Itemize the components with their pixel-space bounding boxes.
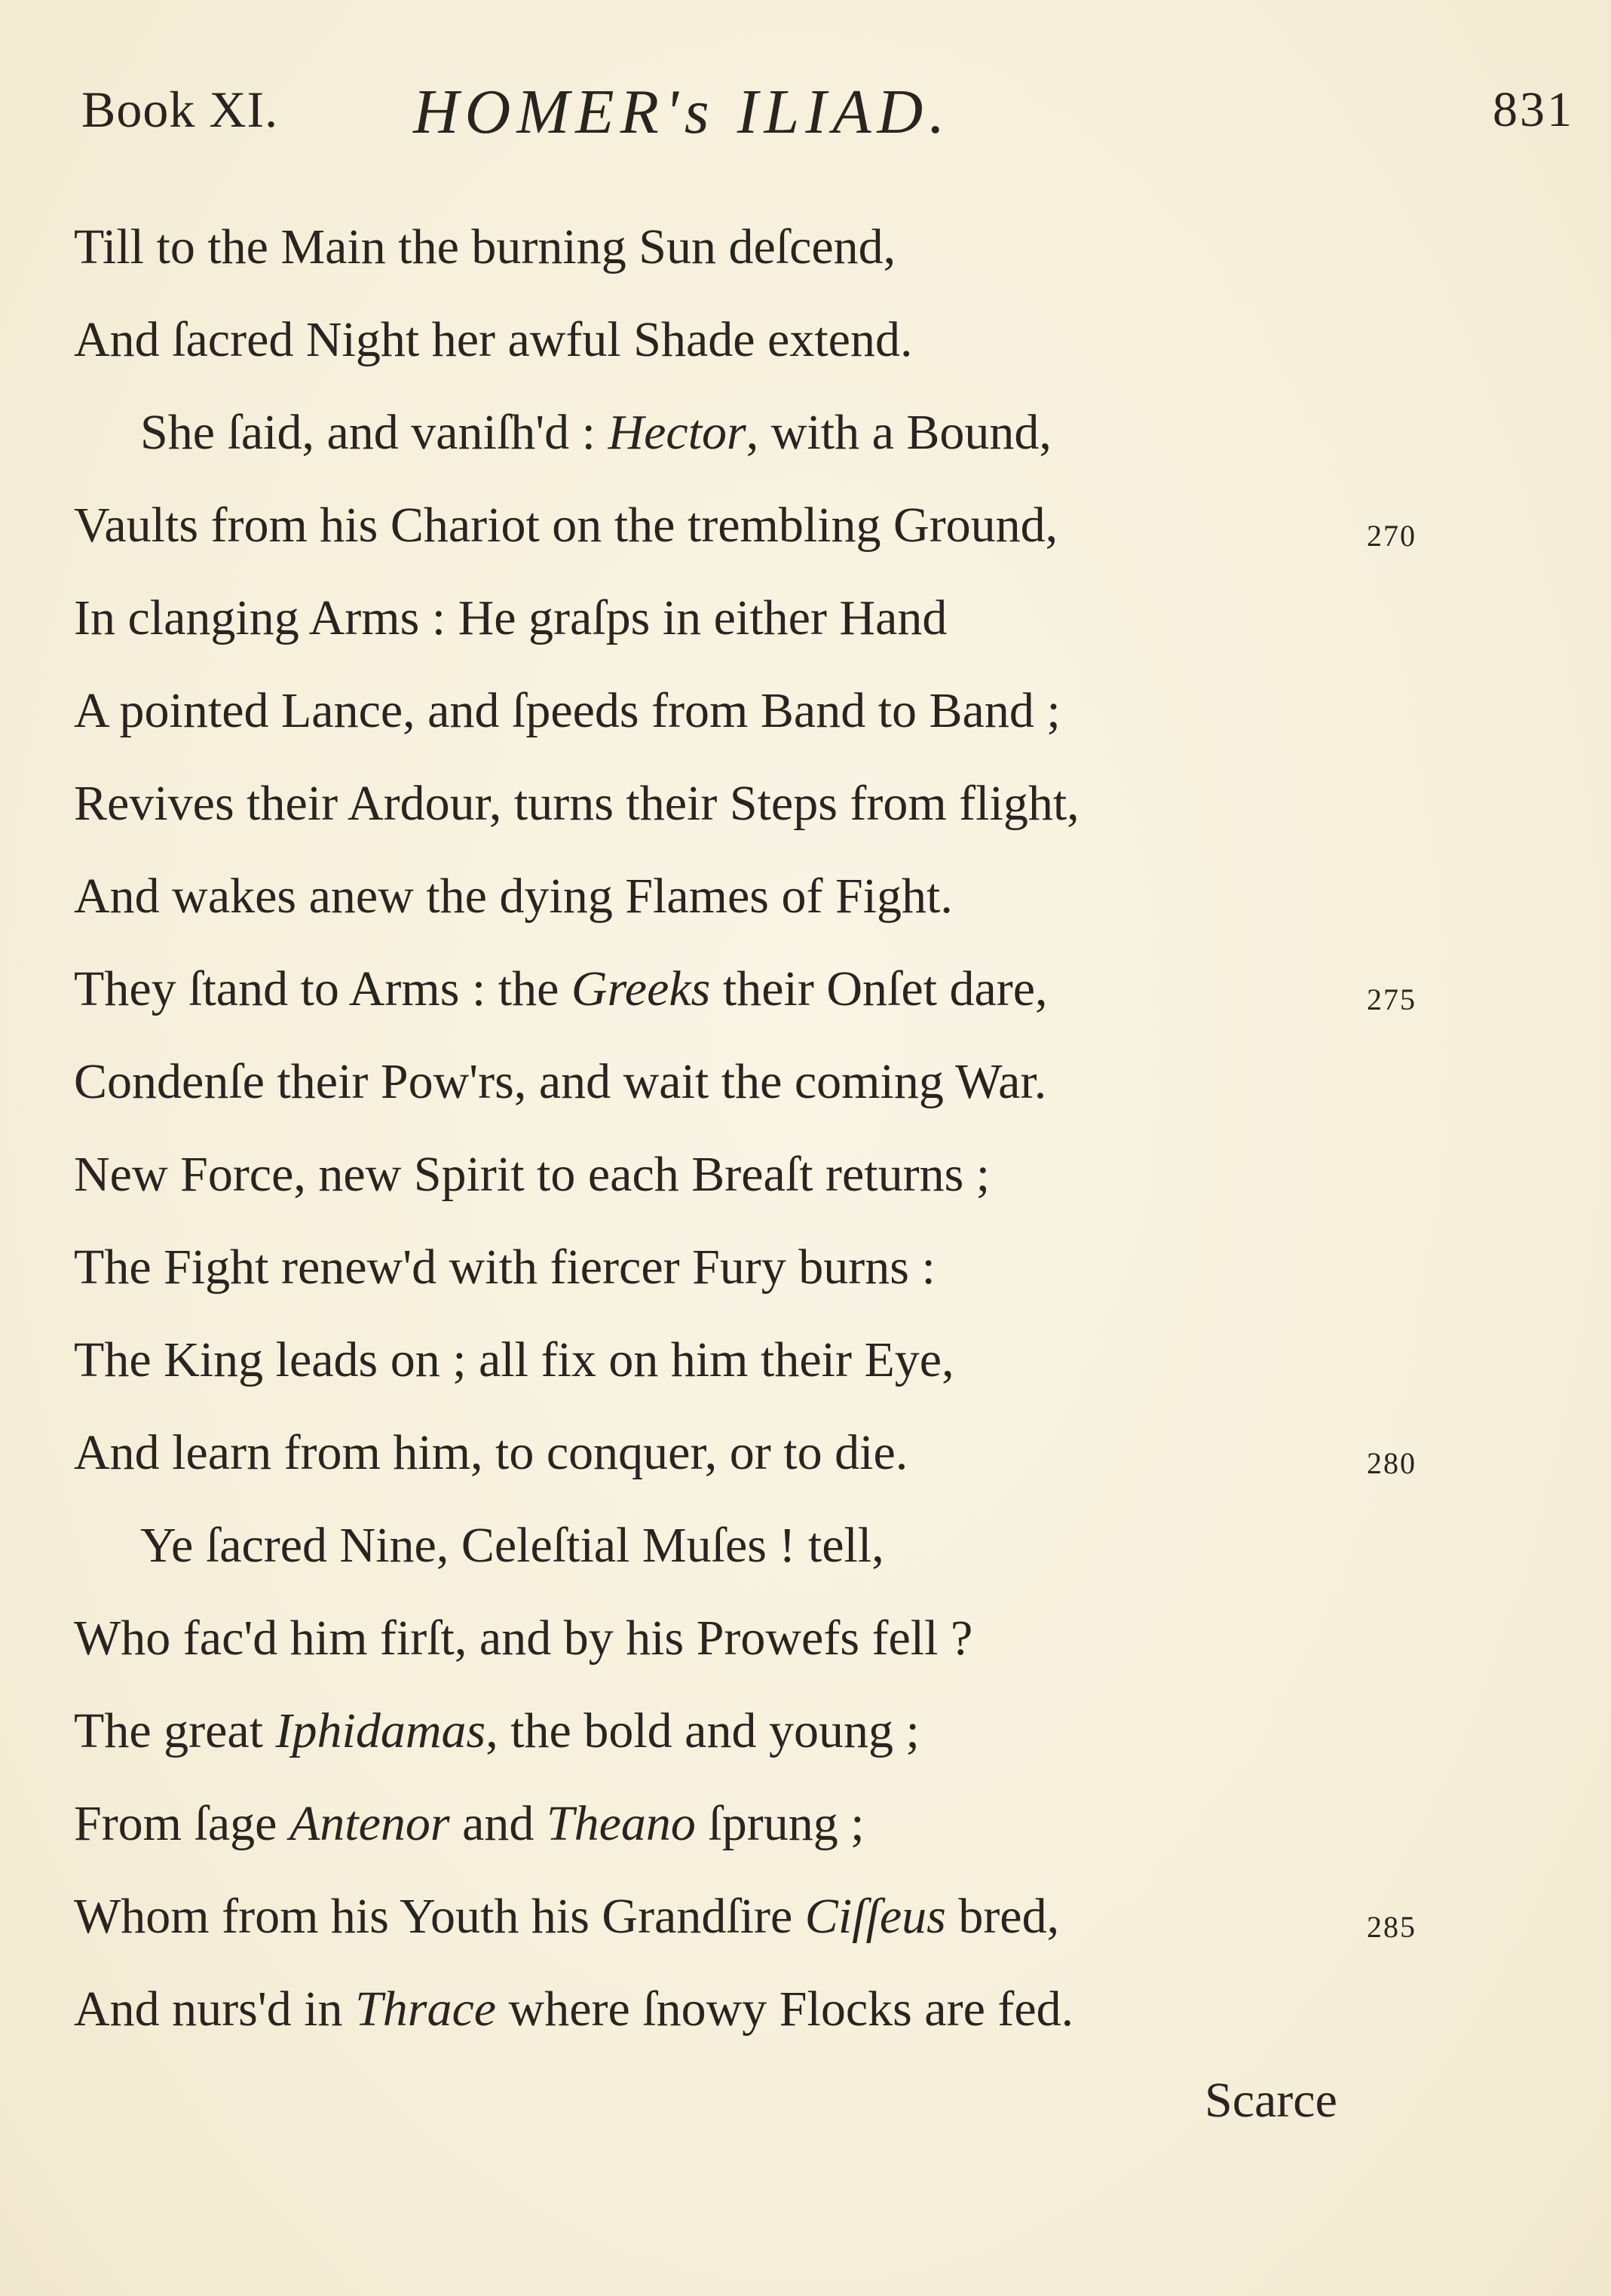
verse-words: bred, xyxy=(945,1889,1060,1944)
page-number: 831 xyxy=(1493,82,1574,137)
proper-name: Theano xyxy=(546,1796,696,1851)
verse-words: New Force, new Spirit to each Breaſt returns ; xyxy=(74,1147,991,1202)
line-number: 275 xyxy=(1367,982,1417,1016)
verse-line xyxy=(74,664,1491,757)
verse-words: Ye ſacred Nine, Celeſtial Muſes ! tell, xyxy=(140,1518,884,1573)
verse-text xyxy=(74,683,1061,738)
verse-line xyxy=(74,1221,1491,1314)
verse-text xyxy=(140,1518,884,1573)
verse-words: And learn from him, to conquer, or to die. xyxy=(74,1425,908,1480)
verse-words: In clanging Arms : He graſps in either Hand xyxy=(74,590,948,645)
verse-words: Vaults from his Chariot on the trembling Ground, xyxy=(74,498,1058,553)
proper-name: Thrace xyxy=(355,1982,497,2037)
verse-line xyxy=(74,293,1491,386)
proper-name: Hector xyxy=(608,405,746,460)
verse-words: Who fac'd him firſt, and by his Prowefs fell ? xyxy=(74,1611,973,1666)
verse-line xyxy=(74,850,1491,943)
verse-words: And ſacred Night her awful Shade extend. xyxy=(74,312,913,367)
verse-text xyxy=(74,1240,936,1295)
verse-line xyxy=(74,1128,1491,1221)
verse-words: The King leads on ; all fix on him their Eye, xyxy=(74,1332,954,1387)
verse-text xyxy=(74,1054,1046,1109)
line-number: 280 xyxy=(1367,1446,1417,1480)
verse-line xyxy=(74,1499,1491,1592)
verse-words: and xyxy=(449,1796,547,1851)
verse-line xyxy=(74,572,1491,664)
verse-text xyxy=(74,498,1058,553)
catchword: Scarce xyxy=(1205,2073,1337,2128)
verse-words: The great xyxy=(74,1703,276,1758)
verse-line xyxy=(74,757,1491,850)
proper-name: Iphidamas xyxy=(275,1703,486,1758)
verse-words: where ſnowy Flocks are fed. xyxy=(496,1982,1074,2037)
verse-line xyxy=(74,386,1491,479)
verse-line xyxy=(74,1777,1491,1870)
verse-words: The Fight renew'd with fiercer Fury burns : xyxy=(74,1240,936,1295)
running-title: HOMER's ILIAD. xyxy=(413,77,951,147)
verse-text xyxy=(74,219,896,274)
verse-words: From ſage xyxy=(74,1796,289,1851)
verse-line xyxy=(74,943,1491,1035)
proper-name: Ciſſeus xyxy=(804,1889,946,1944)
verse-text xyxy=(140,405,1052,460)
verse-words: , with a Bound, xyxy=(746,405,1052,460)
verse-words: They ſtand to Arms : the xyxy=(74,961,571,1016)
verse-line xyxy=(74,1684,1491,1777)
verse-words: ſprung ; xyxy=(695,1796,865,1851)
verse-words: A pointed Lance, and ſpeeds from Band to Band ; xyxy=(74,683,1061,738)
book-heading xyxy=(81,80,278,139)
verse-words: And wakes anew the dying Flames of Fight. xyxy=(74,869,953,924)
verse-text xyxy=(74,1796,865,1851)
verse-words: Condenſe their Pow'rs, and wait the coming War. xyxy=(74,1054,1047,1109)
verse-line xyxy=(74,479,1491,572)
verse-text xyxy=(74,1982,1073,2037)
verse-text xyxy=(74,1611,972,1666)
proper-name: Greeks xyxy=(571,961,711,1016)
line-number: 285 xyxy=(1367,1910,1417,1944)
verse-words: And nurs'd in xyxy=(74,1982,356,2037)
verse-words: She ſaid, and vaniſh'd : xyxy=(140,405,608,460)
verse-text xyxy=(74,1703,920,1758)
verse-text xyxy=(74,1332,954,1387)
verse-text xyxy=(74,1889,1059,1944)
book-number: XI. xyxy=(209,81,279,138)
verse-text xyxy=(74,1147,990,1202)
running-header xyxy=(81,75,1574,158)
line-number: 270 xyxy=(1367,519,1417,553)
verse-line xyxy=(74,1592,1491,1684)
verse-line xyxy=(74,1406,1491,1499)
verse-words: Revives their Ardour, turns their Steps from flight, xyxy=(74,776,1080,831)
verse-line xyxy=(74,1035,1491,1128)
verse-words: Whom from his Youth his Grandſire xyxy=(74,1889,805,1944)
verse-words: Till to the Main the burning Sun deſcend, xyxy=(74,219,896,274)
verse-text xyxy=(74,312,912,367)
verse-text xyxy=(74,961,1048,1016)
verse-text xyxy=(74,869,953,924)
proper-name: Antenor xyxy=(289,1796,450,1851)
verse-line xyxy=(74,1870,1491,1963)
verse-line xyxy=(74,201,1491,293)
book-label: Book xyxy=(81,81,196,138)
verse-line xyxy=(74,1963,1491,2055)
verse-words: , the bold and young ; xyxy=(485,1703,920,1758)
verse-text xyxy=(74,590,947,645)
verse-block xyxy=(74,201,1491,2055)
verse-words: their Onſet dare, xyxy=(710,961,1048,1016)
verse-text xyxy=(74,1425,908,1480)
verse-text xyxy=(74,776,1080,831)
verse-line xyxy=(74,1314,1491,1406)
